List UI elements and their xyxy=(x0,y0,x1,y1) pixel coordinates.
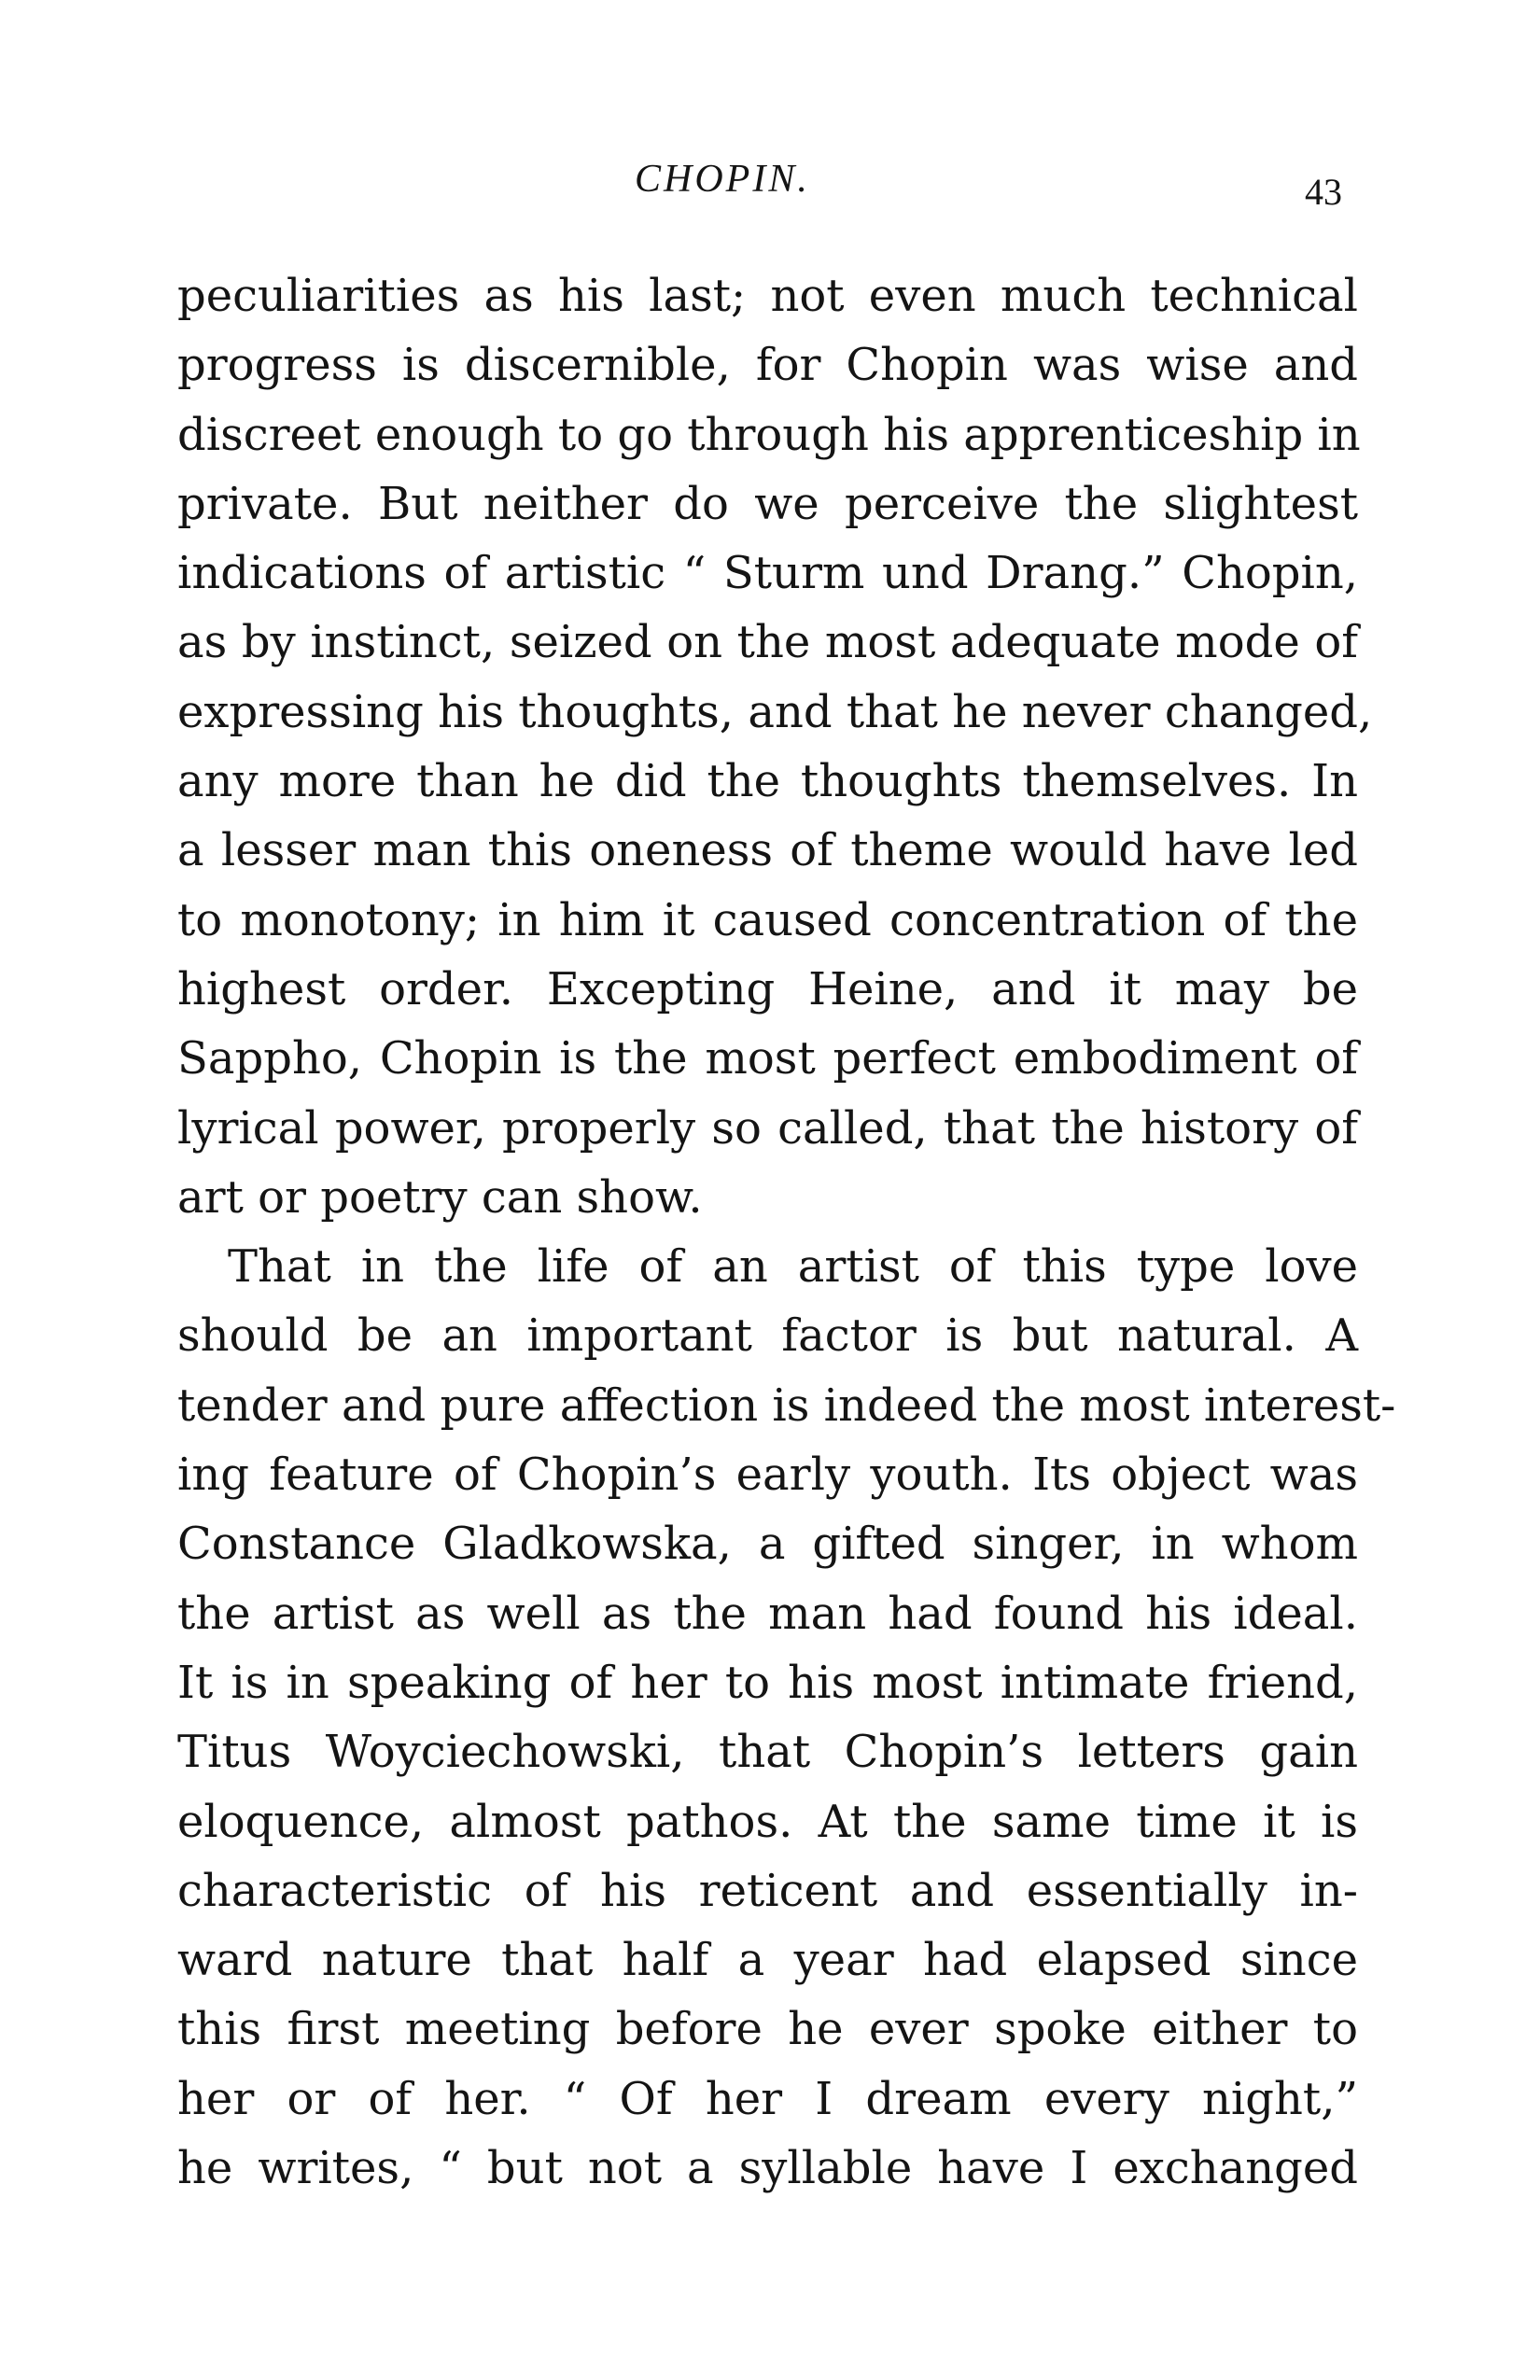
running-title: CHOPIN. xyxy=(635,158,810,201)
text-line: eloquence, almost pathos. At the same time it is xyxy=(177,1795,1358,1848)
text-line: her or of her. “ Of her I dream every night,” xyxy=(177,2072,1358,2125)
text-line: Sappho, Chopin is the most perfect embodiment of xyxy=(177,1032,1358,1085)
text-line: progress is discernible, for Chopin was wise and xyxy=(177,339,1358,392)
text-line: to monotony; in him it caused concentration of the xyxy=(177,893,1358,946)
text-line: That in the life of an artist of this type love xyxy=(228,1240,1358,1294)
text-line: indications of artistic “ Sturm und Drang.” Chopin, xyxy=(177,547,1358,600)
text-line: ing feature of Chopin’s early youth. Its object was xyxy=(177,1449,1358,1502)
body-text xyxy=(177,261,1396,2203)
text-line: ward nature that half a year had elapsed since xyxy=(177,1934,1358,1987)
text-line: Titus Woyciechowski, that Chopin’s letters gain xyxy=(177,1726,1358,1779)
text-line: the artist as well as the man had found his ideal. xyxy=(177,1587,1358,1640)
text-line: as by instinct, seized on the most adequate mode of xyxy=(177,616,1358,669)
text-line: lyrical power, properly so called, that the history of xyxy=(177,1101,1358,1155)
running-head xyxy=(0,157,1540,213)
text-line: a lesser man this oneness of theme would have led xyxy=(177,824,1358,877)
text-line: this first meeting before he ever spoke either to xyxy=(177,2003,1358,2056)
text-line: It is in speaking of her to his most intimate friend, xyxy=(177,1656,1358,1709)
text-line: peculiarities as his last; not even much technical xyxy=(177,270,1358,322)
text-line: should be an important factor is but natural. A xyxy=(177,1309,1358,1363)
text-line: art or poetry can show. xyxy=(177,1170,703,1224)
text-line: expressing his thoughts, and that he never changed, xyxy=(177,685,1373,738)
text-line: he writes, “ but not a syllable have I exchanged xyxy=(177,2142,1358,2195)
text-line: any more than he did the thoughts themselves. In xyxy=(177,755,1358,808)
text-line: private. But neither do we perceive the slightest xyxy=(177,477,1358,530)
page-number: 43 xyxy=(1305,171,1342,213)
text-line: tender and pure affection is indeed the most interest- xyxy=(177,1379,1396,1432)
text-line: Constance Gladkowska, a gifted singer, in whom xyxy=(177,1518,1358,1571)
text-line: characteristic of his reticent and essentially in- xyxy=(177,1864,1358,1917)
text-line: highest order. Excepting Heine, and it may be xyxy=(177,962,1358,1015)
text-line: discreet enough to go through his apprenticeship in xyxy=(177,408,1361,461)
